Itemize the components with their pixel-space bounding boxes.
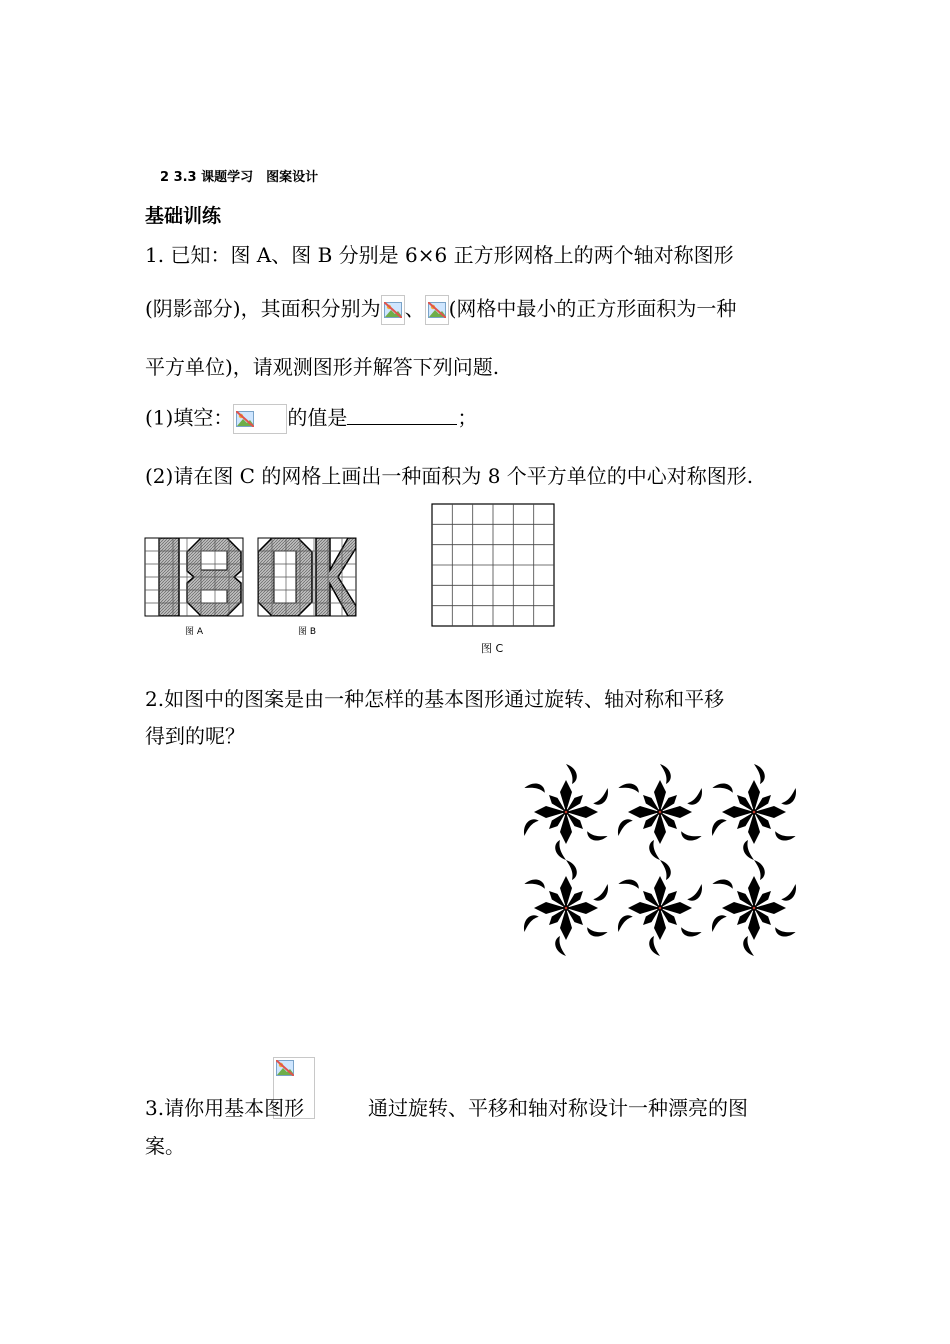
chapter-header <box>160 166 318 185</box>
q3-line1-b: 通过旋转、平移和轴对称设计一种漂亮的图 <box>368 1096 748 1120</box>
broken-image-icon <box>425 295 449 325</box>
q1-figures <box>140 500 580 662</box>
q1-line2-text: (阴影部分)，其面积分别为 <box>145 296 381 321</box>
chapter-number: 2 <box>160 170 170 185</box>
figure-c-grid[interactable] <box>432 504 554 626</box>
section-title: 基础训练 <box>145 205 222 227</box>
q2-line2: 得到的呢？ <box>145 724 245 748</box>
q1-line3: 平方单位)，请观测图形并解答下列问题. <box>145 355 500 379</box>
q2-line1: 2.如图中的图案是由一种怎样的基本图形通过旋转、轴对称和平移 <box>145 687 725 711</box>
q3-line2: 案。 <box>145 1134 185 1158</box>
q1-line2-text-b: (网格中最小的正方形面积为一种 <box>448 296 737 321</box>
q1-part1-label: (1)填空： <box>145 405 234 430</box>
q1-part1-text: 的值是 <box>287 405 348 430</box>
q1-line2 <box>145 295 736 325</box>
chapter-title: 3.3 课题学习 图案设计 <box>173 170 319 185</box>
caption-figure-a: 图 A <box>185 627 204 637</box>
broken-image-icon <box>381 295 405 325</box>
flower-pattern <box>520 762 802 958</box>
q1-part2: (2)请在图 C 的网格上画出一种面积为 8 个平方单位的中心对称图形. <box>145 464 754 488</box>
q1-part1-end: ； <box>457 405 478 430</box>
caption-figure-b: 图 B <box>298 627 317 637</box>
q3-line1-a: 3.请你用基本图形 <box>145 1096 305 1120</box>
q1-separator: 、 <box>404 296 425 321</box>
broken-image-icon <box>233 404 287 434</box>
caption-figure-c: 图 C <box>481 642 504 655</box>
answer-blank[interactable] <box>347 406 457 425</box>
q1-line1: 1. 已知：图 A、图 B 分别是 6×6 正方形网格上的两个轴对称图形 <box>145 243 734 267</box>
q1-part1 <box>145 404 477 434</box>
